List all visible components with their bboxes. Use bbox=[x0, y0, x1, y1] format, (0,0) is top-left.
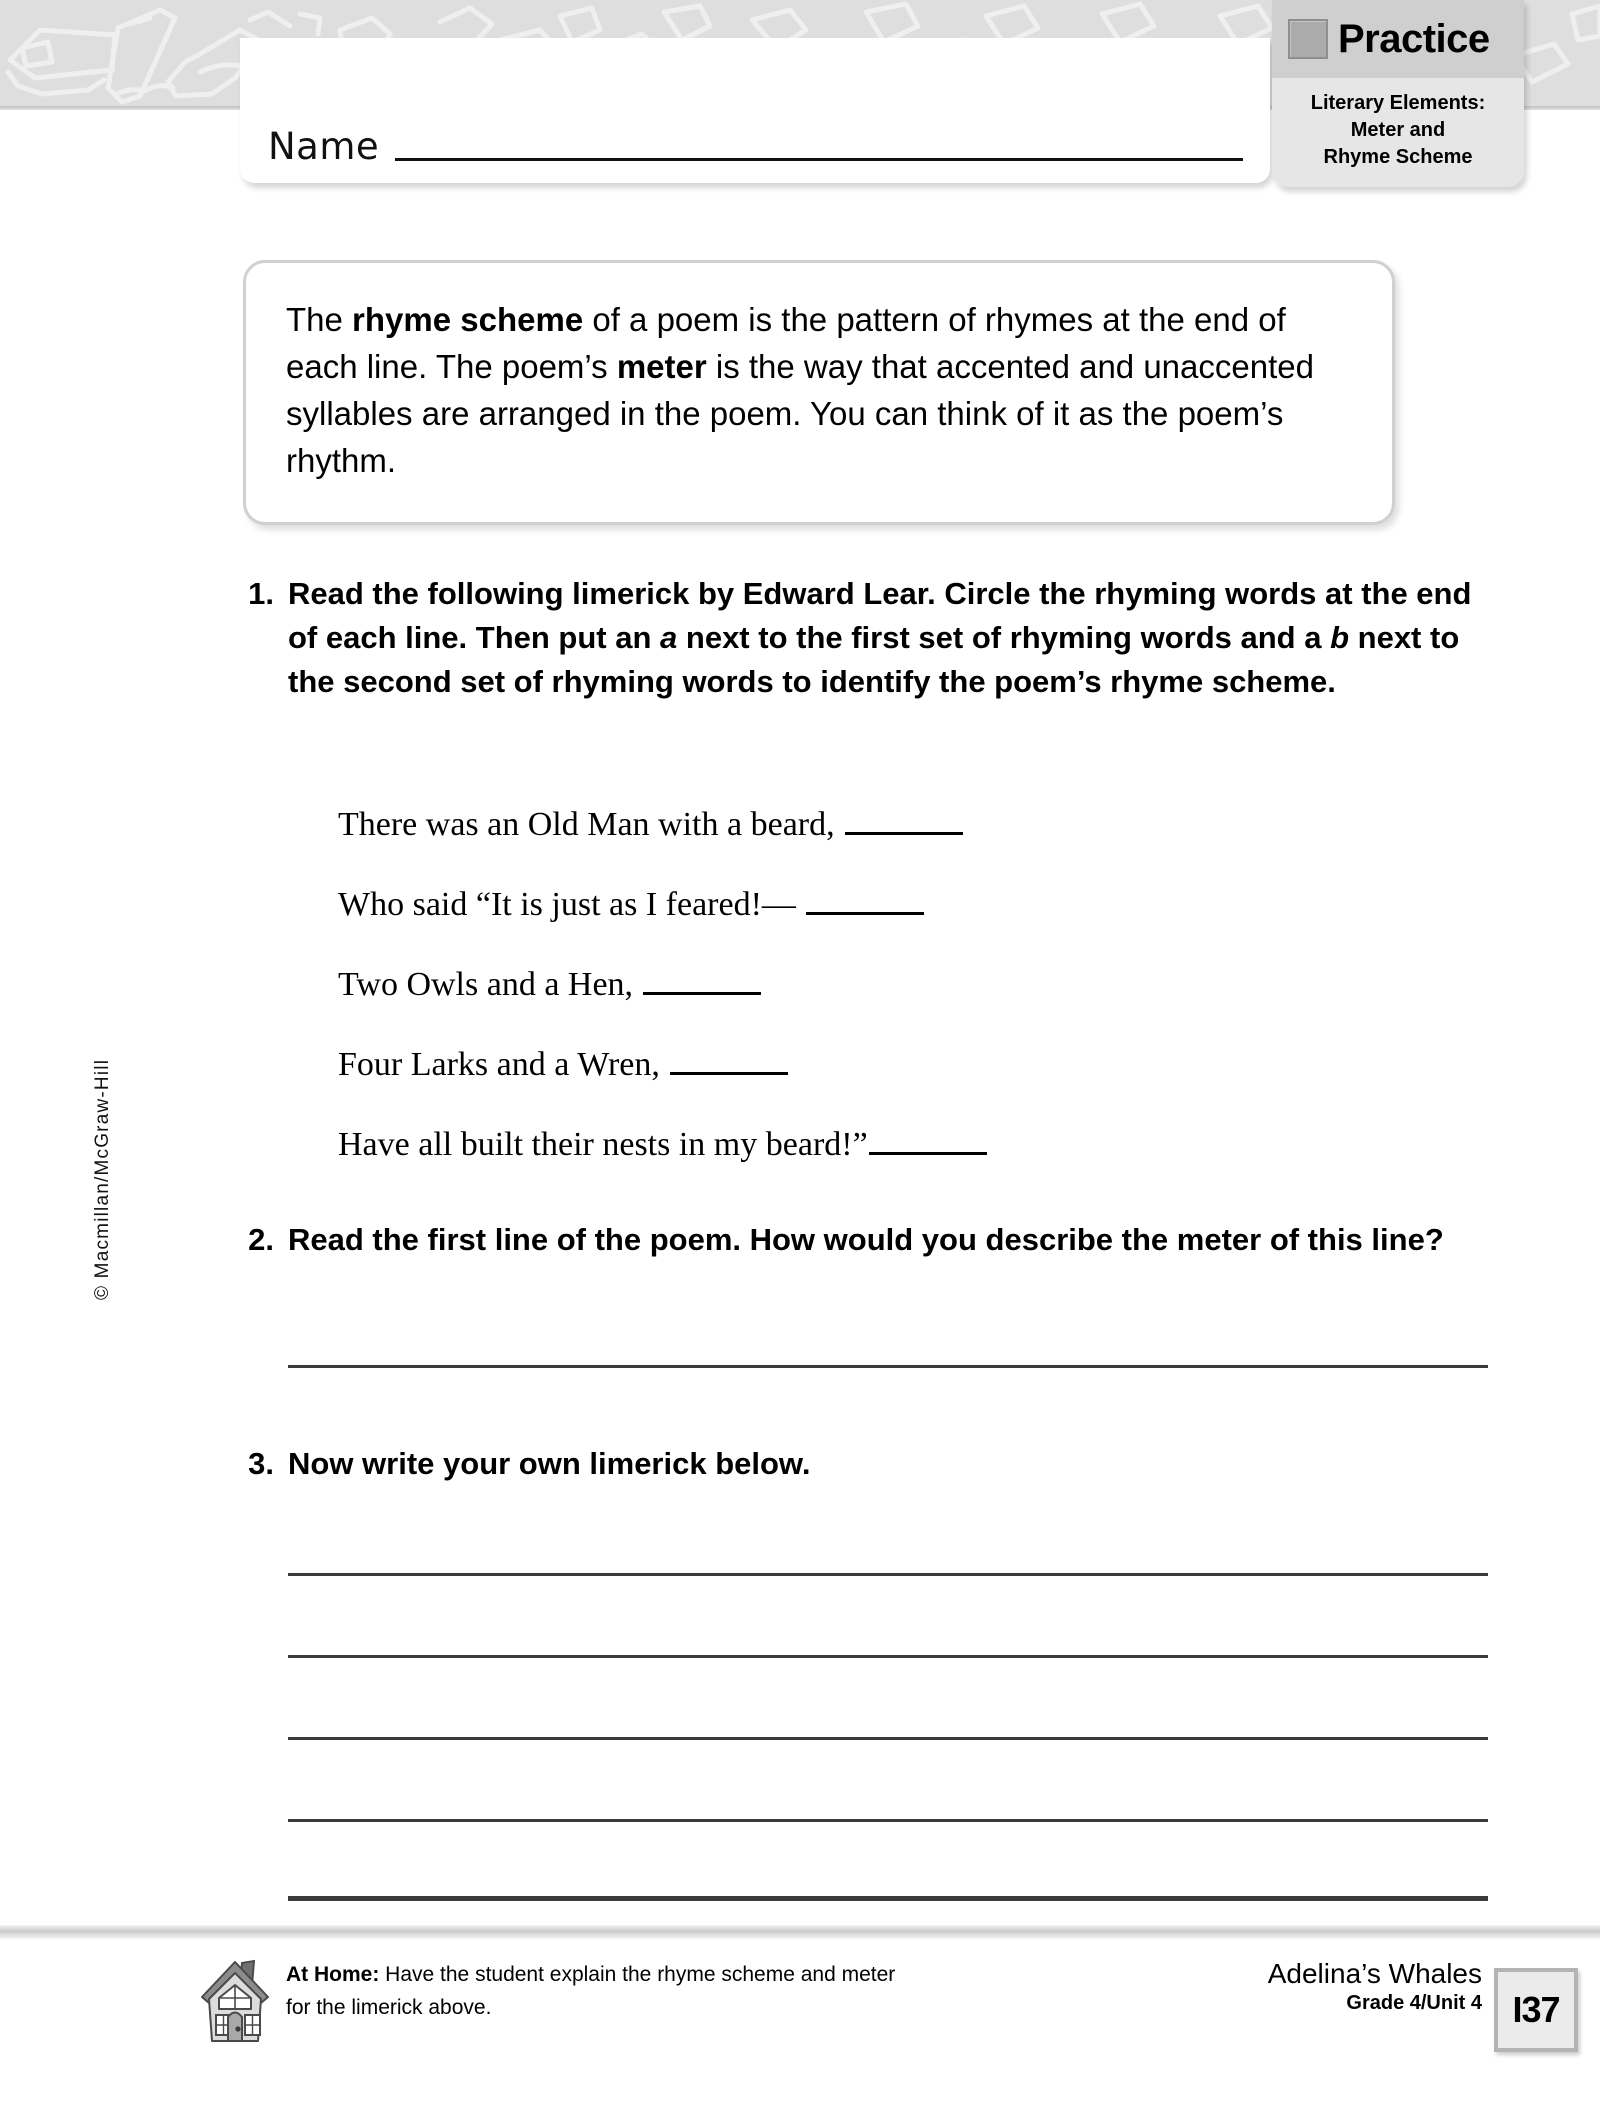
question-3 bbox=[238, 1442, 1488, 1486]
definition-term-rhyme-scheme: rhyme scheme bbox=[352, 301, 584, 338]
answer-line-q3-2[interactable] bbox=[288, 1655, 1488, 1658]
poem-line bbox=[338, 865, 1238, 945]
poem-line bbox=[338, 1105, 1238, 1185]
at-home-label: At Home: bbox=[286, 1963, 380, 1986]
question-1-text bbox=[288, 572, 1488, 704]
poem-line-text: Have all built their nests in my beard!” bbox=[338, 1126, 868, 1163]
poem-line-text: Two Owls and a Hen, bbox=[338, 966, 634, 1003]
at-home-text bbox=[286, 1955, 918, 2024]
q1-part-a: Read the following limerick by Edward Lear. Circle the rhyming words at the end of each line. Then put an bbox=[288, 576, 1472, 656]
book-title: Adelina’s Whales bbox=[1267, 1958, 1482, 1989]
footer-divider-rule bbox=[288, 1896, 1488, 1901]
definition-callout-box bbox=[243, 260, 1395, 525]
page-number: I37 bbox=[1512, 1989, 1560, 2030]
answer-line-q3-4[interactable] bbox=[288, 1819, 1488, 1822]
definition-part-2: of a poem is the pattern of rhymes at the end of each line. The poem’s bbox=[286, 301, 1286, 385]
definition-part-1: The bbox=[286, 301, 353, 338]
rhyme-label-blank[interactable] bbox=[845, 815, 963, 835]
copyright-notice: © Macmillan/McGraw-Hill bbox=[92, 1058, 113, 1300]
definition-text bbox=[286, 297, 1352, 484]
subtitle-line-2: Meter and bbox=[1350, 119, 1446, 141]
definition-term-meter: meter bbox=[616, 347, 707, 385]
poem-line bbox=[338, 945, 1238, 1025]
practice-title: Practice bbox=[1338, 17, 1490, 61]
rhyme-label-blank[interactable] bbox=[869, 1135, 987, 1155]
at-home-body: Have the student explain the rhyme scheme and meter for the limerick above. bbox=[286, 1963, 896, 2019]
answer-line-q3-3[interactable] bbox=[288, 1737, 1488, 1740]
q1-part-b: next to the first set of rhyming words and a bbox=[677, 620, 1331, 656]
rhyme-label-blank[interactable] bbox=[643, 975, 761, 995]
subtitle-line-3: Rhyme Scheme bbox=[1323, 146, 1473, 168]
practice-tab-subtitle bbox=[1272, 78, 1524, 175]
square-swatch-icon bbox=[1288, 19, 1328, 59]
question-1 bbox=[238, 572, 1488, 704]
grade-unit-label: Grade 4/Unit 4 bbox=[1346, 1992, 1482, 2015]
question-2-number: 2. bbox=[248, 1222, 274, 1257]
subtitle-line-1: Literary Elements: bbox=[1310, 92, 1486, 114]
answer-line-q2[interactable] bbox=[288, 1365, 1488, 1368]
name-field-row bbox=[268, 125, 1243, 168]
limerick-poem bbox=[338, 785, 1238, 1185]
question-2 bbox=[238, 1218, 1488, 1262]
house-icon bbox=[198, 1957, 272, 2045]
q1-italic-b: b bbox=[1330, 620, 1350, 656]
rhyme-label-blank[interactable] bbox=[670, 1055, 788, 1075]
answer-line-q3-1[interactable] bbox=[288, 1573, 1488, 1576]
poem-line bbox=[338, 785, 1238, 865]
footer-book-info bbox=[1268, 1958, 1482, 2016]
page-number-box bbox=[1494, 1968, 1578, 2052]
definition-part-3: is the way that accented and unaccented syllables are arranged in the poem. You can think of it as the poem’s rhythm. bbox=[286, 347, 1314, 479]
poem-line-text: There was an Old Man with a beard, bbox=[338, 806, 835, 843]
q1-part-c: next to the second set of rhyming words to identify the poem’s rhyme scheme. bbox=[288, 620, 1460, 700]
practice-tab-header bbox=[1272, 0, 1524, 78]
name-input-line[interactable] bbox=[395, 158, 1243, 161]
name-label: Name bbox=[268, 125, 380, 168]
footer-gray-band bbox=[0, 1925, 1600, 1939]
question-3-number: 3. bbox=[248, 1446, 274, 1481]
at-home-note bbox=[198, 1955, 918, 2045]
poem-line bbox=[338, 1025, 1238, 1105]
question-3-text: Now write your own limerick below. bbox=[288, 1446, 811, 1481]
poem-line-text: Four Larks and a Wren, bbox=[338, 1046, 660, 1083]
rhyme-label-blank[interactable] bbox=[806, 895, 924, 915]
q1-italic-a: a bbox=[660, 620, 678, 656]
poem-line-text: Who said “It is just as I feared!— bbox=[338, 886, 796, 923]
practice-tab bbox=[1272, 0, 1524, 187]
name-card bbox=[240, 38, 1270, 183]
question-2-text: Read the first line of the poem. How would you describe the meter of this line? bbox=[288, 1222, 1444, 1257]
question-1-number: 1. bbox=[248, 576, 274, 611]
